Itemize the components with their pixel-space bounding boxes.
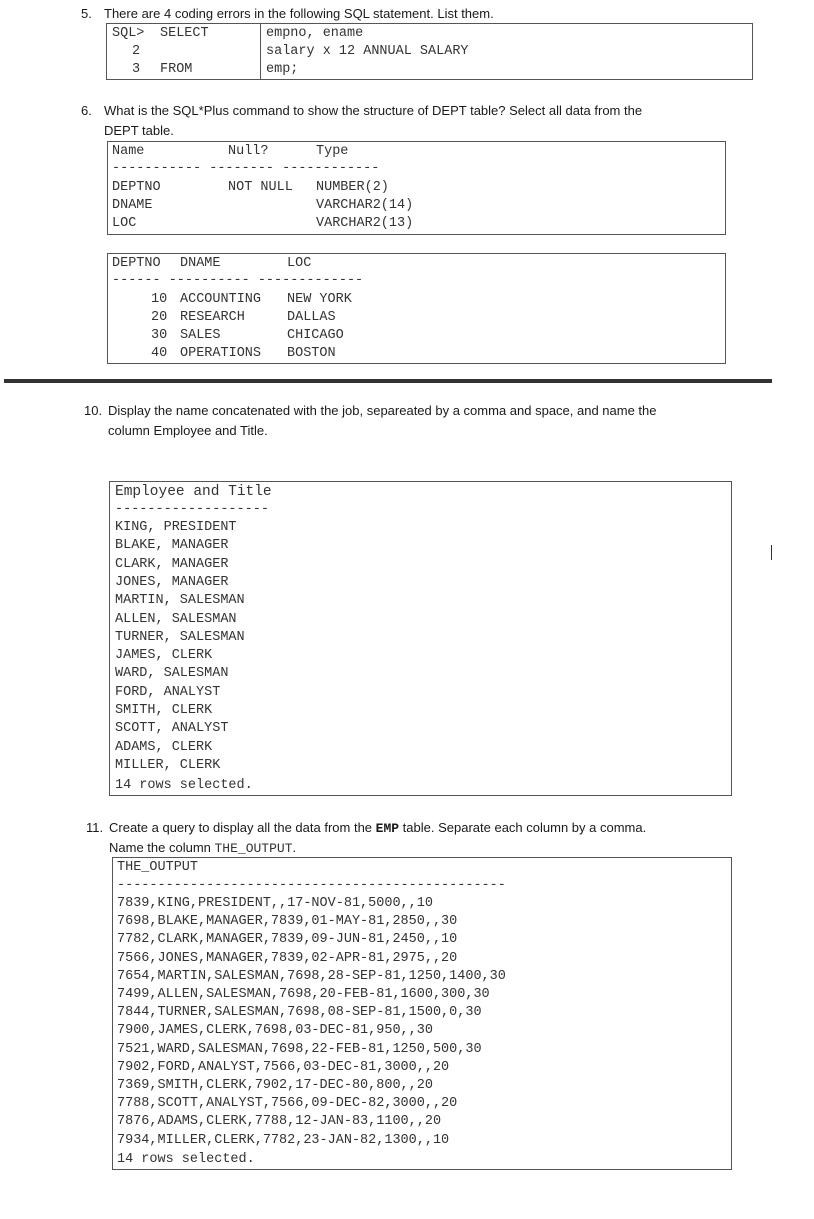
q10-result-row: TURNER, SALESMAN [115,629,245,645]
q10-result-row: JAMES, CLERK [115,648,213,664]
q6-describe-box [107,141,726,235]
q5-line3-keyword: FROM [160,62,193,77]
q5-line2-expr: salary x 12 ANNUAL SALARY [266,44,469,59]
q10-result-row: KING, PRESIDENT [115,520,237,535]
q10-result-row: WARD, SALESMAN [115,666,229,682]
q11-result-row: 7654,MARTIN,SALESMAN,7698,28-SEP-81,1250,1400,30 [117,968,506,984]
q6-select-box [107,253,726,364]
q10-result-row: ADAMS, CLERK [115,739,213,755]
select-row-deptno: 10 [151,292,168,307]
q6-text-line2: DEPT table. [104,123,174,138]
q11-result-row: 7844,TURNER,SALESMAN,7698,08-SEP-81,1500,0,30 [117,1005,482,1021]
q11-result-row: 7698,BLAKE,MANAGER,7839,01-MAY-81,2850,,30 [117,914,458,930]
q10-result-row: ALLEN, SALESMAN [115,611,237,627]
q10-result-row: MARTIN, SALESMAN [115,593,245,609]
q11-footer: 14 rows selected. [117,1152,255,1167]
select-row-loc: NEW YORK [287,292,352,307]
describe-row-name: LOC [112,216,137,231]
q5-sql-box [106,23,753,80]
q11-result-row: 7839,KING,PRESIDENT,,17-NOV-81,5000,,10 [117,896,433,911]
q5-number: 5. [81,6,92,21]
q10-result-row: SMITH, CLERK [115,703,213,718]
q10-footer: 14 rows selected. [115,778,253,793]
describe-row-null: NOT NULL [228,180,293,195]
describe-header-null: Null? [228,144,269,159]
q10-number: 10. [84,403,103,418]
q10-result-row: MILLER, CLERK [115,757,221,773]
describe-row-name: DNAME [112,198,153,213]
q11-result-row: 7902,FORD,ANALYST,7566,03-DEC-81,3000,,20 [117,1059,450,1075]
select-header-loc: LOC [287,256,312,271]
describe-row-type: VARCHAR2(14) [316,198,414,213]
q11-text-line2 [109,838,296,858]
q11-result-box [112,857,732,1170]
q11-result-row: 7782,CLARK,MANAGER,7839,09-JUN-81,2450,,10 [117,932,458,948]
describe-row-name: DEPTNO [112,180,161,195]
select-row-loc: CHICAGO [287,328,344,343]
q5-box-divider [260,24,261,79]
select-row-deptno: 30 [151,328,168,343]
text-cursor [771,545,772,560]
q11-result-row: 7876,ADAMS,CLERK,7788,12-JAN-83,1100,,20 [117,1114,442,1130]
q11-result-row: 7499,ALLEN,SALESMAN,7698,20-FEB-81,1600,300,30 [117,987,490,1002]
q10-result-row: BLAKE, MANAGER [115,538,229,554]
q5-line3-expr: emp; [266,62,299,77]
q11-separator: ------------------------------------------------ [117,878,506,893]
q5-line2-num: 2 [132,44,141,59]
q5-line1-num: SQL> [112,26,145,41]
describe-header-name: Name [112,144,145,159]
select-row-loc: BOSTON [287,346,336,361]
select-row-deptno: 40 [151,346,168,361]
select-header-dname: DNAME [180,256,221,271]
q10-result-row: CLARK, MANAGER [115,556,229,572]
q11-column-name: THE_OUTPUT [214,841,293,856]
q5-line1-expr: empno, ename [266,26,364,41]
q10-result-box [109,481,732,796]
describe-separator: ----------- -------- ------------ [112,161,380,176]
q6-text-line1: What is the SQL*Plus command to show the structure of DEPT table? Select all data from the [104,103,643,118]
q5-line3-num: 3 [132,62,141,77]
q5-text: There are 4 coding errors in the following SQL statement. List them. [104,6,494,21]
select-header-deptno: DEPTNO [112,256,161,271]
q10-result-row: JONES, MANAGER [115,574,229,590]
q5-line1-keyword: SELECT [160,26,209,41]
q10-text-line2: column Employee and Title. [108,423,268,438]
q10-result-row: SCOTT, ANALYST [115,721,229,737]
q11-header: THE_OUTPUT [117,860,199,875]
q10-header: Employee and Title [115,484,272,500]
q6-number: 6. [81,103,92,118]
q11-table-name: EMP [375,821,400,836]
q11-result-row: 7900,JAMES,CLERK,7698,03-DEC-81,950,,30 [117,1023,433,1039]
describe-header-type: Type [316,144,349,159]
q11-text-line1-a: Create a query to display all the data from the [109,820,376,835]
q11-text-line2-c: . [292,840,297,855]
select-row-dname: SALES [180,328,221,343]
q11-text-line2-a: Name the column [109,840,215,855]
describe-row-type: VARCHAR2(13) [316,216,414,231]
q10-result-row: FORD, ANALYST [115,684,221,700]
q11-number: 11. [86,820,104,835]
select-row-dname: ACCOUNTING [180,292,262,307]
section-divider [4,379,772,383]
select-row-deptno: 20 [151,310,168,325]
q11-text-line1 [109,818,646,838]
q11-result-row: 7934,MILLER,CLERK,7782,23-JAN-82,1300,,10 [117,1132,450,1148]
describe-row-type: NUMBER(2) [316,180,389,195]
q11-result-row: 7788,SCOTT,ANALYST,7566,09-DEC-82,3000,,20 [117,1096,458,1112]
select-row-dname: RESEARCH [180,310,245,325]
q11-result-row: 7521,WARD,SALESMAN,7698,22-FEB-81,1250,500,30 [117,1041,482,1057]
select-row-dname: OPERATIONS [180,346,262,361]
q10-separator: ------------------- [115,502,269,517]
select-row-loc: DALLAS [287,310,336,325]
select-separator: ------ ---------- ------------- [112,273,364,288]
q11-text-line1-c: table. Separate each column by a comma. [399,820,647,835]
q10-text-line1: Display the name concatenated with the job, separeated by a comma and space, and name the [108,403,657,418]
q11-result-row: 7566,JONES,MANAGER,7839,02-APR-81,2975,,20 [117,950,458,966]
q11-result-row: 7369,SMITH,CLERK,7902,17-DEC-80,800,,20 [117,1078,433,1093]
